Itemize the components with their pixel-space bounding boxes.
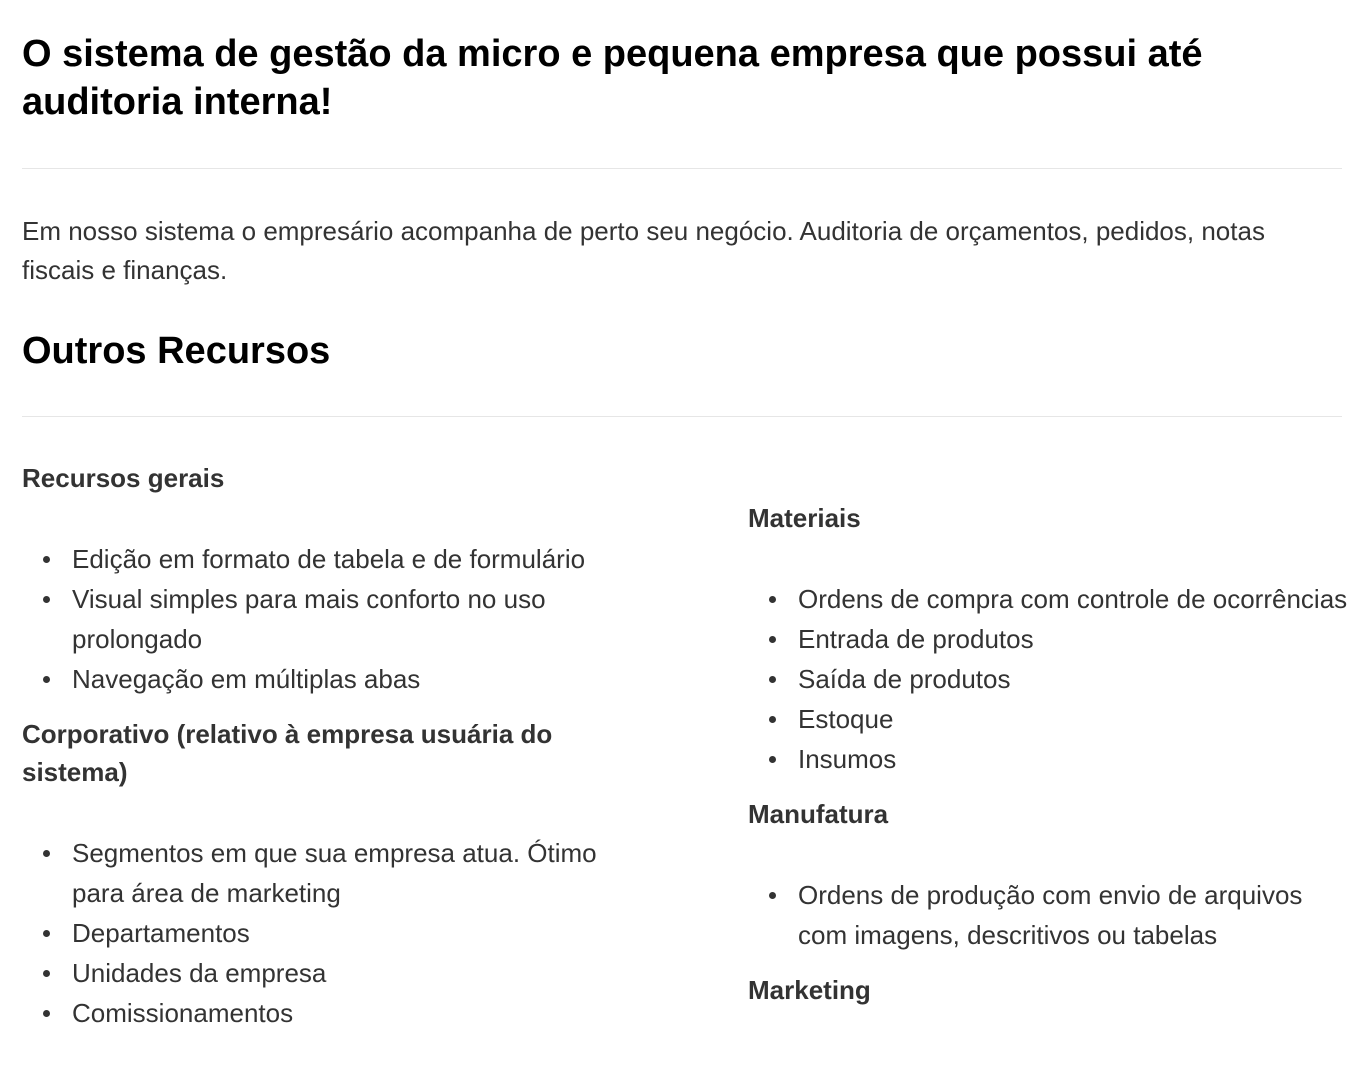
list-item: Visual simples para mais conforto no uso prolongado	[22, 579, 622, 659]
group-title-manufatura: Manufatura	[748, 799, 889, 829]
list-materiais	[748, 579, 1348, 779]
list-manufatura	[748, 875, 1348, 955]
list-item: Entrada de produtos	[748, 619, 1348, 659]
list-item: Departamentos	[22, 913, 622, 953]
list-item: Insumos	[748, 739, 1348, 779]
list-item: Ordens de produção com envio de arquivos com imagens, descritivos ou tabelas	[748, 875, 1348, 955]
section-heading-outros-recursos: Outros Recursos	[22, 330, 331, 372]
resources-left-column	[22, 459, 622, 1049]
list-item: Segmentos em que sua empresa atua. Ótimo para área de marketing	[22, 833, 622, 913]
group-title-marketing: Marketing	[748, 975, 871, 1005]
divider	[22, 416, 1342, 417]
page-title: O sistema de gestão da micro e pequena empresa que possui até auditoria interna!	[22, 33, 1203, 123]
list-item: Edição em formato de tabela e de formulário	[22, 539, 622, 579]
list-item: Estoque	[748, 699, 1348, 739]
list-corporativo	[22, 833, 622, 1033]
list-item: Ordens de compra com controle de ocorrências	[748, 579, 1348, 619]
list-item: Navegação em múltiplas abas	[22, 659, 622, 699]
list-item: Saída de produtos	[748, 659, 1348, 699]
group-title-recursos-gerais: Recursos gerais	[22, 463, 225, 493]
divider	[22, 168, 1342, 169]
list-item: Unidades da empresa	[22, 953, 622, 993]
intro-paragraph: Em nosso sistema o empresário acompanha de perto seu negócio. Auditoria de orçamentos, pedidos, notas fiscais e finanças.	[22, 216, 1265, 285]
group-title-corporativo: Corporativo (relativo à empresa usuária do sistema)	[22, 719, 553, 787]
resources-right-column	[748, 499, 1348, 1009]
list-recursos-gerais	[22, 539, 622, 699]
list-item: Comissionamentos	[22, 993, 622, 1033]
group-title-materiais: Materiais	[748, 503, 861, 533]
